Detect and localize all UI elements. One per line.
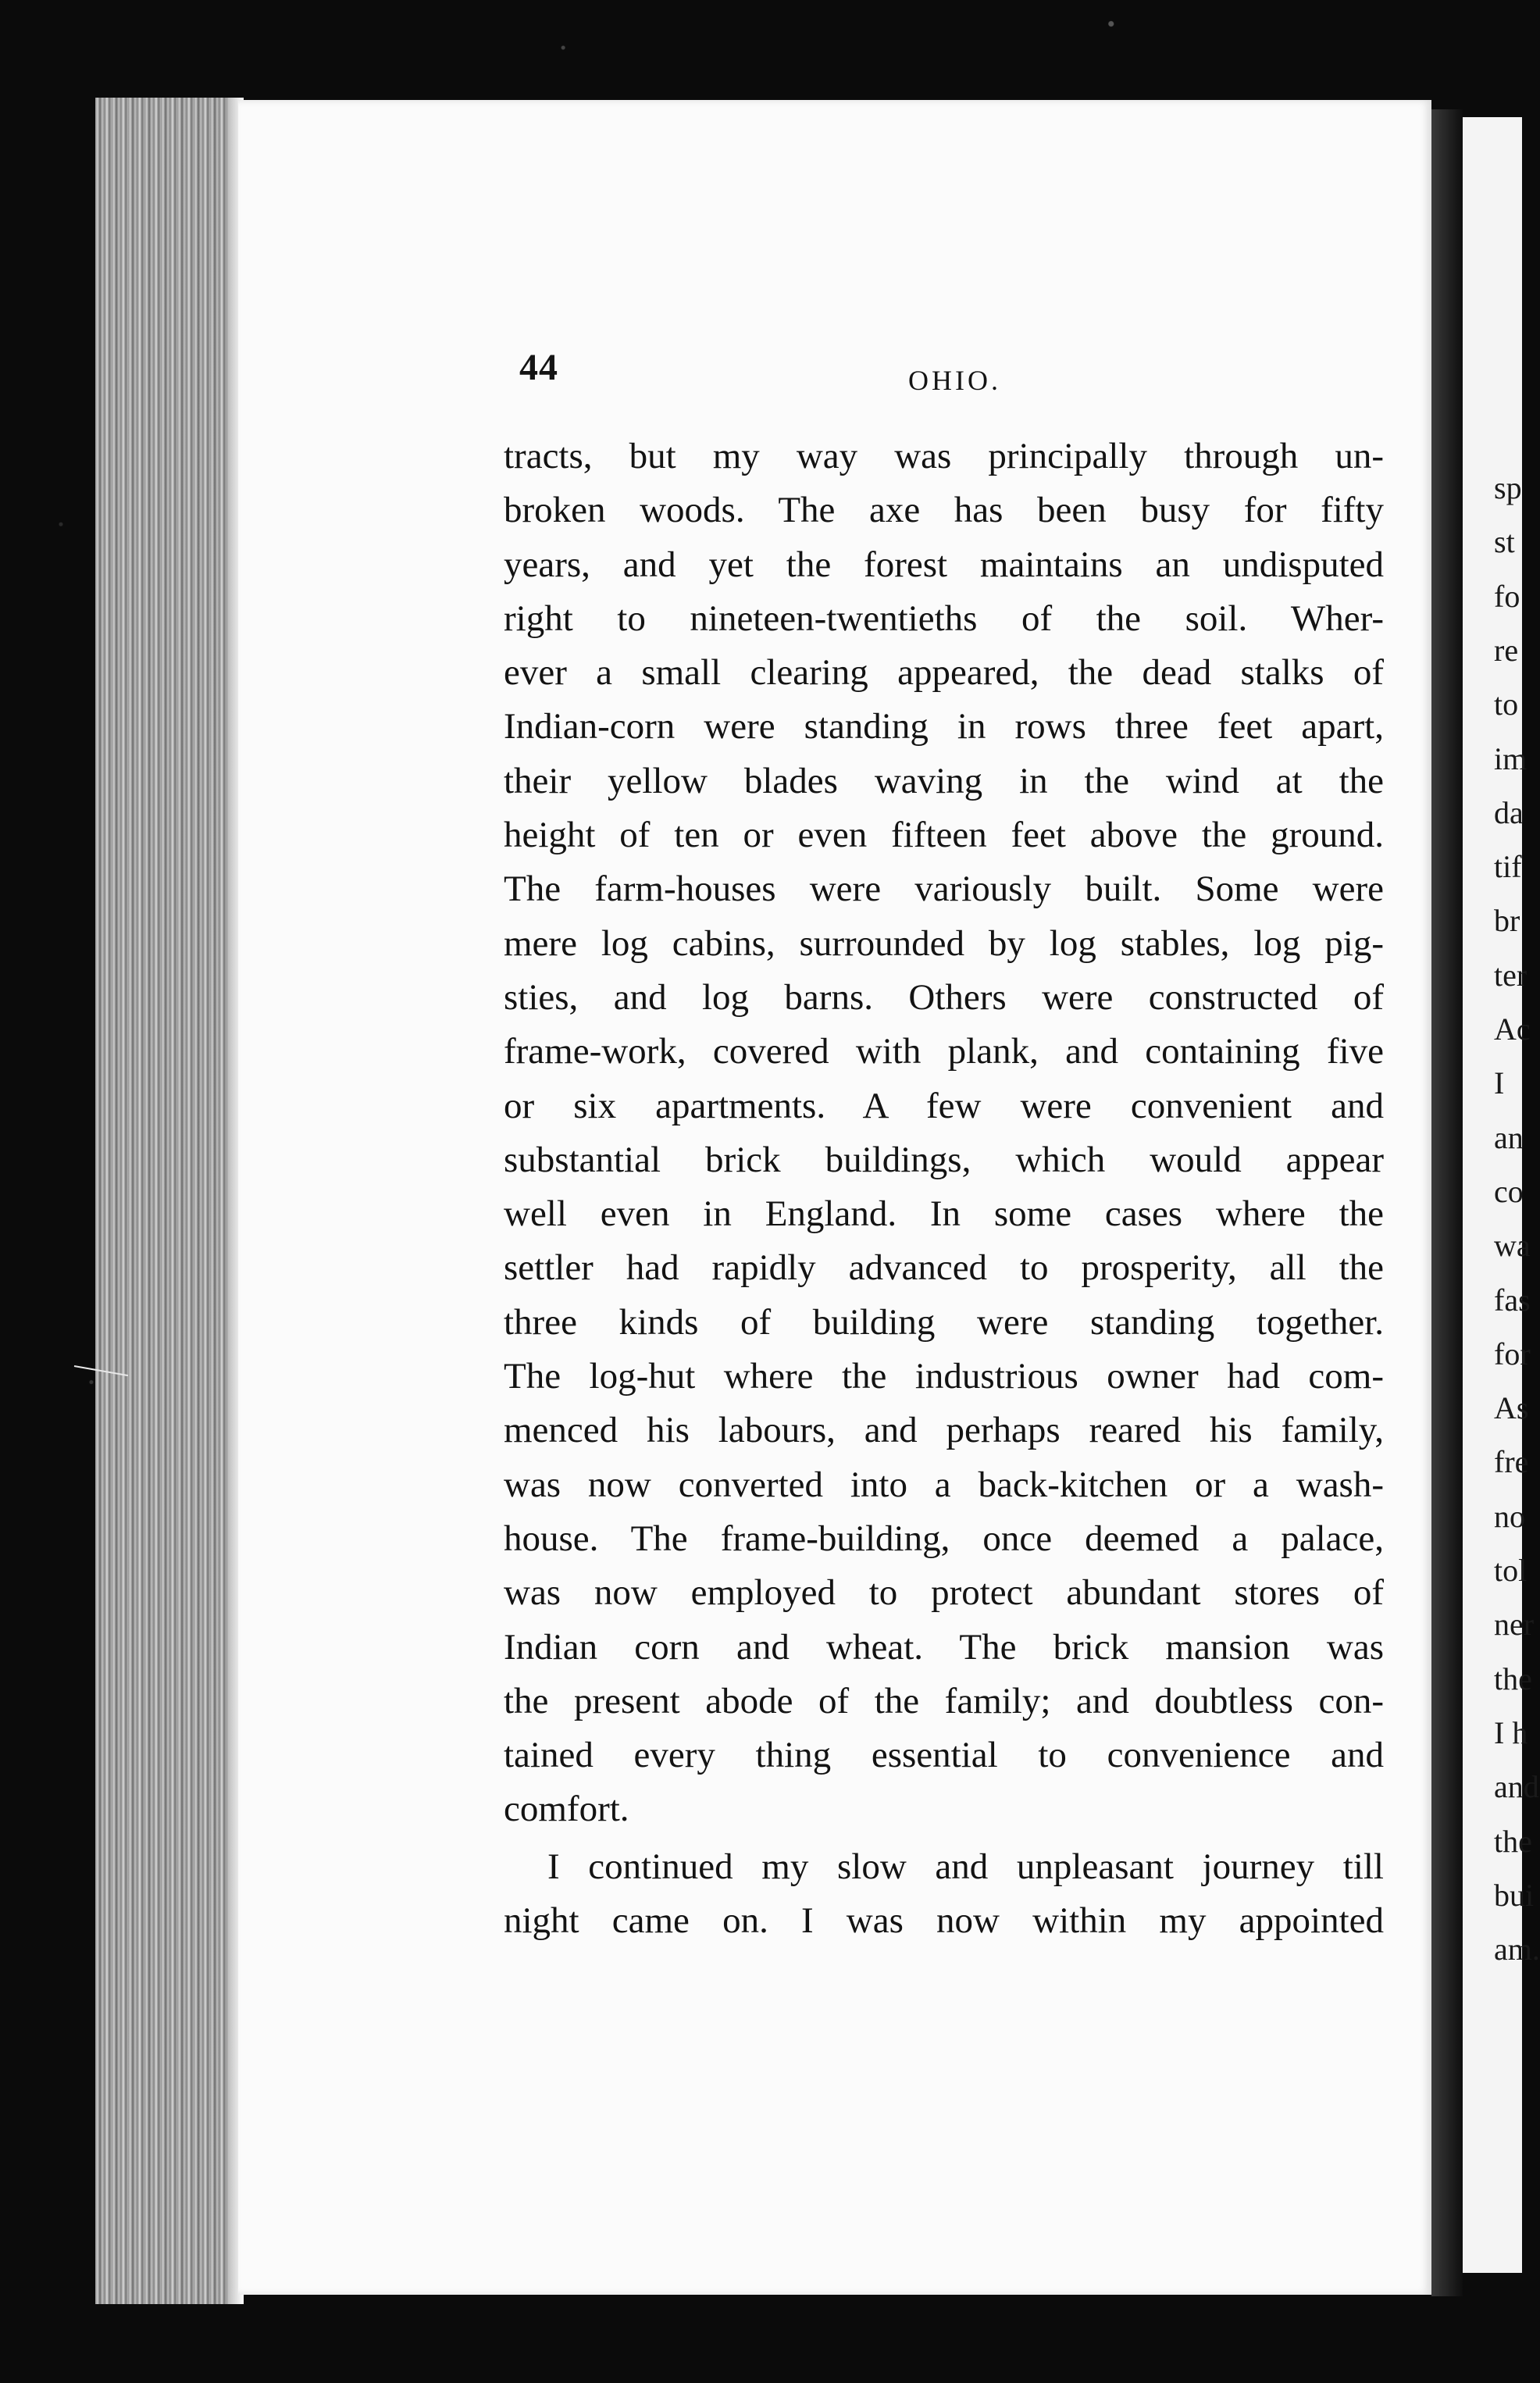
facing-page-fragment: bui <box>1494 1877 1535 1913</box>
text-line: broken woods. The axe has been busy for fifty <box>504 490 1384 531</box>
facing-page-fragment: and <box>1494 1769 1539 1805</box>
text-line: well even in England. In some cases where the <box>504 1193 1384 1235</box>
text-line: Indian-corn were standing in rows three feet apart, <box>504 706 1384 747</box>
facing-page-fragment: ner <box>1494 1607 1535 1643</box>
text-line: I continued my slow and unpleasant journey till <box>547 1846 1384 1887</box>
facing-page-fragment: As <box>1494 1390 1529 1426</box>
facing-page-fragment: am. <box>1494 1932 1540 1967</box>
facing-page-fragment: tif <box>1494 849 1522 885</box>
page-edge-shadow <box>1431 109 1463 2296</box>
facing-page-fragment: im <box>1494 740 1528 776</box>
text-line: three kinds of building were standing together. <box>504 1301 1384 1343</box>
facing-page-fragment: sp <box>1494 470 1522 505</box>
text-line: settler had rapidly advanced to prosperity, all the <box>504 1247 1384 1289</box>
text-line: comfort. <box>504 1789 629 1830</box>
facing-page-fragment: ter <box>1494 957 1528 993</box>
text-line: was now converted into a back-kitchen or a wash- <box>504 1464 1384 1505</box>
text-line: night came on. I was now within my appointed <box>504 1900 1384 1942</box>
text-line: was now employed to protect abundant stores of <box>504 1572 1384 1614</box>
facing-page-fragment: da <box>1494 794 1524 830</box>
text-line: the present abode of the family; and doubtless con- <box>504 1680 1384 1721</box>
facing-page-fragment: Ac <box>1494 1011 1531 1047</box>
book-gutter <box>95 98 228 2304</box>
text-line: sties, and log barns. Others were constructed of <box>504 976 1384 1018</box>
facing-page-fragment: tol <box>1494 1553 1528 1588</box>
text-line: tracts, but my way was principally through un- <box>504 436 1384 476</box>
facing-page-fragment: I h <box>1494 1714 1528 1750</box>
body-text <box>504 430 1384 1948</box>
text-line: or six apartments. A few were convenient and <box>504 1085 1384 1126</box>
text-line: mere log cabins, surrounded by log stables, log pig- <box>504 922 1384 964</box>
facing-page-fragment: wa <box>1494 1228 1531 1264</box>
text-line: years, and yet the forest maintains an undisputed <box>504 544 1384 585</box>
facing-page-fragment: co <box>1494 1173 1524 1209</box>
facing-page-fragment: fo <box>1494 578 1520 614</box>
text-line: frame-work, covered with plank, and containing five <box>504 1031 1384 1072</box>
text-line: The log-hut where the industrious owner had com- <box>504 1356 1384 1397</box>
text-line: right to nineteen-twentieths of the soil. Wher- <box>504 598 1384 639</box>
facing-page-fragment: I <box>1494 1065 1505 1101</box>
text-line: Indian corn and wheat. The brick mansion was <box>504 1626 1384 1668</box>
facing-page-fragment: fre <box>1494 1444 1529 1480</box>
facing-page-fragment: re <box>1494 632 1519 668</box>
text-line: house. The frame-building, once deemed a palace, <box>504 1518 1384 1559</box>
facing-page-fragment: br <box>1494 903 1520 939</box>
text-line: The farm-houses were variously built. Some were <box>504 869 1384 910</box>
facing-page-fragment: fas <box>1494 1282 1531 1318</box>
text-line: ever a small clearing appeared, the dead stalks of <box>504 652 1384 694</box>
page-number: 44 <box>519 347 558 388</box>
text-line: menced his labours, and perhaps reared his family, <box>504 1410 1384 1451</box>
text-line: their yellow blades waving in the wind at the <box>504 760 1384 801</box>
facing-page-fragment: to <box>1494 687 1519 722</box>
text-line: tained every thing essential to convenience and <box>504 1735 1384 1776</box>
facing-page-sliver <box>1463 117 1540 2273</box>
facing-page-fragment: the <box>1494 1823 1532 1859</box>
facing-page-fragment: for <box>1494 1336 1531 1372</box>
text-line: substantial brick buildings, which would appear <box>504 1139 1384 1180</box>
facing-page-fragment: no <box>1494 1498 1525 1534</box>
text-line: height of ten or even fifteen feet above the ground. <box>504 815 1384 856</box>
facing-page-fragment: the <box>1494 1661 1532 1696</box>
facing-page-fragment: st <box>1494 524 1515 560</box>
facing-page-fragment: an <box>1494 1119 1524 1155</box>
running-title: OHIO. <box>908 365 1001 396</box>
